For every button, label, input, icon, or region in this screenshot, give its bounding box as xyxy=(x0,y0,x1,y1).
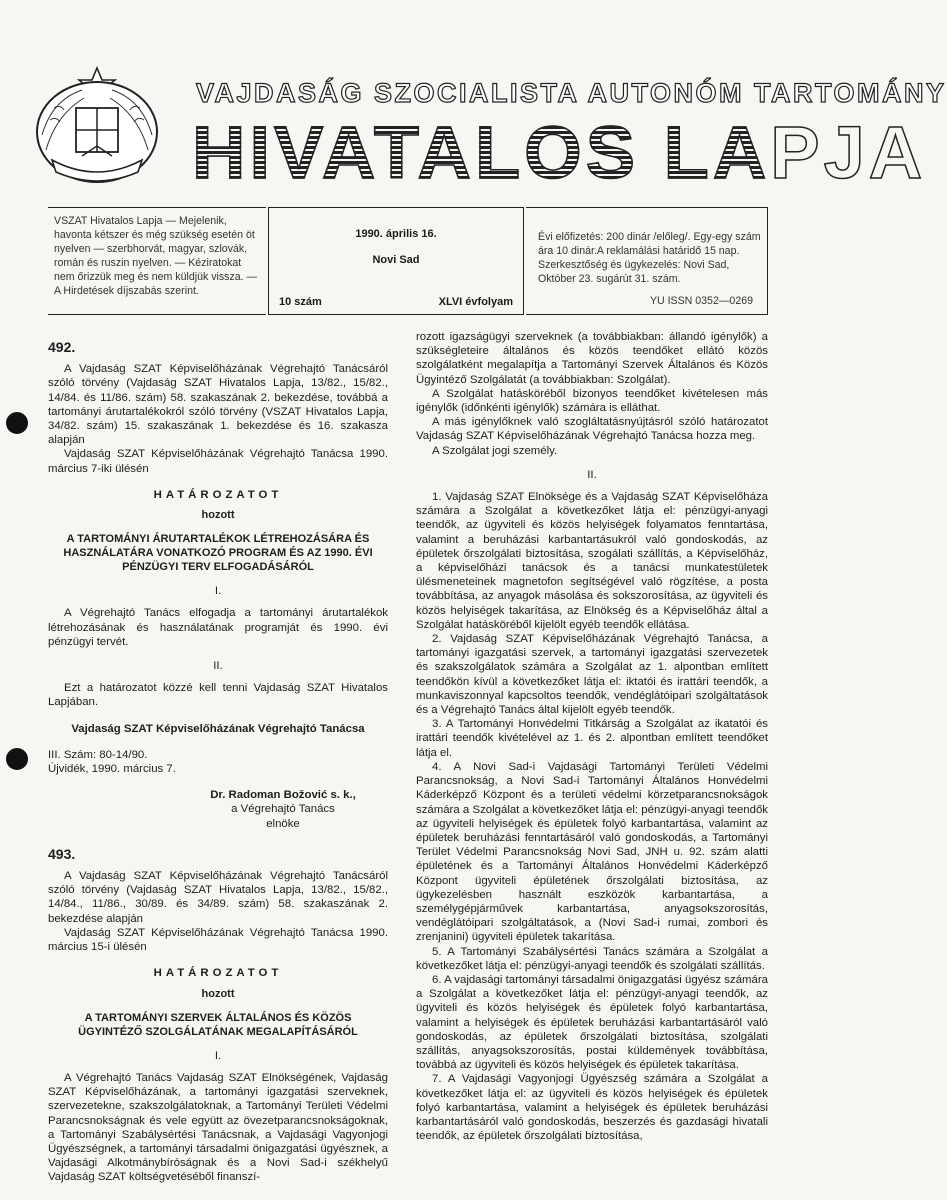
paragraph: 5. A Tartományi Szabálysértési Tanács számára a Szolgálat a következőket látja el: pénzügyi-anyagi teendők és szolgálati szállítás. xyxy=(416,945,768,972)
paragraph: A más igénylőknek való szogláltatásnyújtásról szóló határozatot Vajdaság SZAT Képviselőházának Végrehajtó Tanácsa hozza meg. xyxy=(416,416,768,443)
section-number: I. xyxy=(214,585,222,598)
masthead-title: HIVATALOS LAPJA xyxy=(192,111,927,194)
signatory-role: elnöke xyxy=(266,817,300,830)
issue-volume: XLVI évfolyam xyxy=(438,296,513,308)
punch-hole xyxy=(6,748,28,770)
section-number: II. xyxy=(587,468,597,481)
issn: YU ISSN 0352—0269 xyxy=(649,295,753,307)
reference-number: III. Szám: 80-14/90. xyxy=(48,748,148,761)
paragraph: A Szolgálat jogi személy. xyxy=(432,444,558,457)
paragraph: 7. A Vajdasági Vagyonjogi Ügyészség számára a Szolgálat a következőket látja el: az ügyviteli és közös helyiségek és épületek folyó karbantartása, valamint a helyiségek és épületek beruházási karbantartásáról való gondoskodás, beszerzés és gazdasági hivatali teendők, az épületek őrszolgálati biztosítása, xyxy=(416,1073,768,1143)
article-number: 492. xyxy=(48,339,76,355)
decision-heading: HATÁROZATOT xyxy=(153,967,283,980)
issue-number: 10 szám xyxy=(279,296,322,308)
issue-place: Novi Sad xyxy=(372,254,420,266)
paragraph: A Végrehajtó Tanács elfogadja a tartományi árutartalékok létrehozásának és használatának programját és 1990. évi pénzügyi tervét. xyxy=(48,607,388,648)
decision-title: A TARTOMÁNYI ÁRUTARTALÉKOK LÉTREHOZÁSÁRA ÉS HASZNÁLATÁRA VONATKOZÓ PROGRAM ÉS AZ 1990. ÉVI PÉNZÜGYI TERV ELFOGADÁSÁRÓL xyxy=(63,533,373,574)
subscription-info xyxy=(526,207,768,315)
signature-block xyxy=(198,788,368,831)
issue-info-box xyxy=(268,207,524,315)
coat-of-arms-emblem xyxy=(32,60,162,188)
decision-subheading: hozott xyxy=(201,987,235,1000)
paragraph: Vajdaság SZAT Képviselőházának Végrehajtó Tanácsa 1990. március 7-iki ülésén xyxy=(48,448,388,475)
article-number: 493. xyxy=(48,845,76,862)
paragraph: A Vajdaság SZAT Képviselőházának Végrehajtó Tanácsáról szóló törvény (Vajdaság SZAT Hivatalos Lapja, 13/82., 15/82., 14/84., 11/86., 30/89. és 34/89. szám) 58. szakaszának 2. bekezdése alapján xyxy=(48,870,388,925)
signatory-role: a Végrehajtó Tanács xyxy=(231,803,335,816)
paragraph: 4. A Novi Sad-i Vajdasági Tartományi Területi Védelmi Parancsnokság, a Novi Sad-i Tartományi Általános Honvédelmi Káderképző Központ és a területi védelmi körzetparancsnokságok számára a Szolgálat a következőket látja el: pénzügyi-anyagi teendők az ügyviteli helyiségek és épületek folyó karbantartása, valamint az épületek beruházási fenntartásáról való gondoskodás, a Tartományi Terület Védelmi Parancsnokság Novi Sad, JNH u. 92. szám alatti épületének és a Tartományi Általános Honvédelmi Káderképző Központ ügyviteli épületének őrszolgálati biztosítása, az ügykezelésben használt eszközök karbantartása, a személygépjárművek karbantartása, anyagsokszorosítás, vendéglátóipari szolgáltatások, a (Novi Sad-i rumai, zombori és zrenjanini) ügyviteli épületek takarítása. xyxy=(416,760,768,944)
right-column xyxy=(416,330,768,1143)
subscription-text: Évi előfizetés: 200 dinár /előleg/. Egy-egy szám ára 10 dinár.A reklamálási határidő 15 nap. Szerkesztőség és ügykezelés: Novi Sad, Október 23. sugárút 31. szám. xyxy=(538,231,761,285)
super-title: VAJDASÁG SZOCIALISTA AUTONÓM TARTOMÁNY xyxy=(196,78,947,108)
section-number: I. xyxy=(214,1049,222,1062)
decision-heading: HATÁROZATOT xyxy=(153,488,283,501)
punch-hole xyxy=(6,412,28,434)
decision-subheading: hozott xyxy=(201,509,235,522)
masthead xyxy=(0,0,947,205)
paragraph: Vajdaság SZAT Képviselőházának Végrehajtó Tanácsa 1990. március 15-i ülésén xyxy=(48,926,388,954)
left-column xyxy=(48,330,388,1185)
signatory-body: Vajdaság SZAT Képviselőházának Végrehajtó Tanácsa xyxy=(71,722,365,735)
paragraph: 1. Vajdaság SZAT Elnöksége és a Vajdaság SZAT Képviselőháza számára a Szolgálat a következőket látja el: pénzügyi-anyagi teendők, az ügyviteli és közös helyiségek folyamatos fenntartása, valamint a beruházási karbantartásukról való gondoskodás, az épületek őrszolgálati biztosítása, szogálati szállítás, a Képviselőház, a képviselőházi tanácsok és a tanácsi munkatestületek ülésmeneteinek magnetofon segítségével való rögzítése, a posta továbbítása, az anyagok másolása és sokszorosítása, az ügyviteli és közös helyiségek takarítása, az Elnökség és a Képviselőház által a Szolgálat hatásköréből kijelölt egyéb teendők ellátása. xyxy=(416,491,768,631)
decision-title: A TARTOMÁNYI SZERVEK ÁLTALÁNOS ÉS KÖZÖS ÜGYINTÉZŐ SZOLGÁLATÁNAK MEGALAPÍTÁSÁRÓL xyxy=(78,1011,358,1038)
paragraph: Ezt a határozatot közzé kell tenni Vajdaság SZAT Hivatalos Lapjában. xyxy=(48,682,388,709)
paragraph: rozott igazságügyi szerveknek (a továbbiakban: állandó igénylők) a szükségleteire általános és közös teendőket ellátó közös szolgálatként megalapítja a Tartományi Szervek Általános és Közös Ügyintéző Szolgálatát (a továbbiakban: Szolgálat). xyxy=(416,331,768,386)
paragraph: 3. A Tartományi Honvédelmi Titkárság a Szolgálat az ikatatói és irattári teendők kivételével az 1. és 2. alpontban említett teendőket látja el. xyxy=(416,718,768,759)
section-number: II. xyxy=(213,660,223,673)
reference-date: Újvidék, 1990. március 7. xyxy=(48,763,176,776)
issue-date: 1990. április 16. xyxy=(355,228,437,240)
paragraph: 2. Vajdaság SZAT Képviselőházának Végrehajtó Tanácsa, a tartományi igazgatási szervek, a tartományi igazgatási szervezetek és szakszolgálatok számára a Szolgálat az 1. alpontban említett teendőkön kívül a következőket látja el: iktatói és irattári teendők, a munkaviszonnyal kapcsoltos teendők, vendéglátóipari szolgáltatások és a Végrehajtó Tanács által kijelölt egyéb teendők. xyxy=(416,633,768,717)
paragraph: A Szolgálat hatásköréből bizonyos teendőket kivételesen más igénylők (időnkénti igénylők) számára is elláthat. xyxy=(416,387,768,415)
signatory-name: Dr. Radoman Božović s. k., xyxy=(210,789,356,802)
paragraph: A Végrehajtó Tanács Vajdaság SZAT Elnökségének, Vajdaság SZAT Képviselőházának, a tartományi igazgatási szerveknek, szervezetekne, szakszolgálatoknak, a Tartományi Területi Védelmi Parancsnokságnak és vele együtt az övezetparancsnokságoknak, a Tartományi Szabálysértési Tanácsnak, a Vajdasági Vagyonjogi Ügyészségnek, a tartományi társadalmi önigazgatási ügyésznek, a Vajdasági Alkotmánybíróságnak és a Novi Sad-i székhelyű Vajdaság SZAT költségvetéséből finanszí- xyxy=(48,1071,388,1184)
paragraph: A Vajdaság SZAT Képviselőházának Végrehajtó Tanácsáról szóló törvény (Vajdaság SZAT Hivatalos Lapja, 13/82., 15/82., 14/84. és 11/86. szám) 58. szakaszának 2. bekezdése, továbbá a tartományi árutartalékokról szóló törvény (VSZAT Hivatalos Lapja, 34/82. szám) 15. szakaszának 1. bekezdése és 16. szakasza alapján xyxy=(48,363,388,447)
paragraph: 6. A vajdasági tartományi társadalmi önigazgatási ügyész számára a Szolgálat a következőket látja el: pénzügyi-anyagi teendők, az ügyviteli és közös helyiségek és épületek folyó karbantartása, valamint a helyiségek és épületek beruházási karbantartásáról való gondoskodás, az épületek őrszolgálati biztosítása, szolgálati szállítás, anyagsokszorosítás, postai küldemények továbbítása, továbbá az ügyviteli és közös helyiségek és épületek takarítása. xyxy=(416,973,768,1072)
publication-notice: VSZAT Hivatalos Lapja — Mejelenik, havonta kétszer és még szükség esetén öt nyelven — szerbhorvát, magyar, szlovák, román és ruszin nyelven. — Kéziratokat nem őrizzük meg és nem küldjük vissza. — A Hirdetések díjszabás szerint. xyxy=(48,207,266,315)
